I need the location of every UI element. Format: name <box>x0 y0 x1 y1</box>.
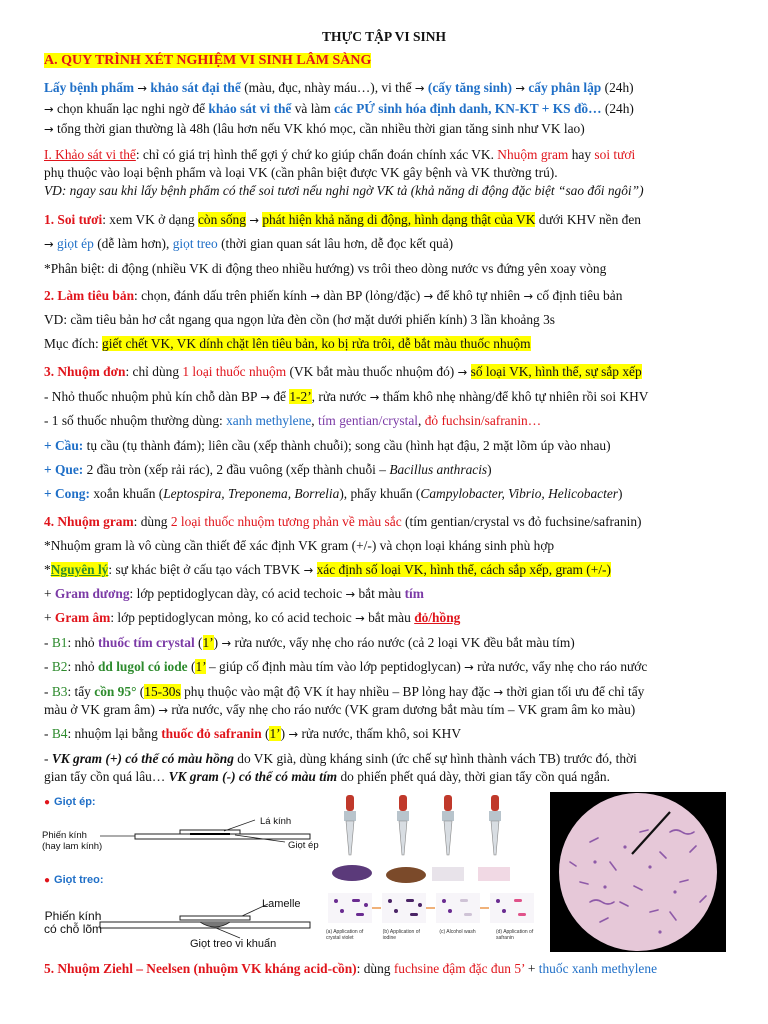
gram-text: rửa nước, vẩy nhẹ cho ráo nước (VK gram dương bắt màu tím – VK gram âm ko màu) <box>171 702 636 717</box>
gram-note-2 <box>44 768 734 785</box>
step-time: 1’ <box>269 726 281 741</box>
cocci-line <box>44 437 734 454</box>
gram-text: do VK già, dùng kháng sinh (ức chế sự hình thành vách TB) trước đó, thời <box>237 751 637 766</box>
gram-text: + <box>44 610 52 625</box>
gram-text: - <box>44 659 52 674</box>
dye-purple: tím gentian/crystal <box>317 413 419 428</box>
step-caption-d: (d) Application of safranin <box>495 929 534 941</box>
dropper-step-d <box>478 795 510 881</box>
micro-heading: I. Khảo sát vi thể <box>44 147 136 162</box>
flow-text: tổng thời gian thường là 48h (lâu hơn nếu VK khó mọc, cần nhiều thời gian tăng sinh như VK lao) <box>57 121 585 136</box>
gram-text: : dùng <box>133 514 168 529</box>
zn-red: fuchsine đậm đặc đun 5’ <box>393 961 525 976</box>
simple-time: 1-2’ <box>289 389 312 404</box>
cocci-text: tụ cầu (tụ thành đám); liên cầu (xếp thành chuỗi); song cầu (hình hạt đậu, 2 mặt lõm úp vào nhau) <box>86 438 611 453</box>
concave-label-1: Phiến kính <box>44 909 102 923</box>
dropper-step-c <box>432 795 464 881</box>
fresh-heading: 1. Soi tươi <box>44 212 103 227</box>
step-caption-c: (c) Alcohol wash <box>439 929 476 935</box>
gram-step-3-cont: màu ở VK gram âm) → rửa nước, vẩy nhẹ cho ráo nước (VK gram dương bắt màu tím – VK gram âm ko màu) <box>44 702 636 717</box>
gram-note-bold: VK gram (-) có thể có màu tím <box>168 769 338 784</box>
step-reagent: dd lugol có iode <box>97 659 188 674</box>
gram-note-bold: VK gram (+) có thể có màu hồng <box>51 751 234 766</box>
simple-line-3 <box>44 412 734 429</box>
step-time: 15-30s <box>144 684 181 699</box>
curved-line <box>44 485 734 502</box>
slide-label-2: (hay lam kính) <box>42 841 103 852</box>
hanging-drop: giọt treo <box>172 236 218 251</box>
fresh-line-2: → giọt ép (dễ làm hơn), giọt treo (thời gian quan sát lâu hơn, dễ đọc kết quả) <box>44 236 454 251</box>
gram-text: * <box>44 562 51 577</box>
gram-text: - <box>44 726 52 741</box>
simple-text: (VK bắt màu thuốc nhuộm đó) <box>289 364 455 379</box>
gram-text: rửa nước, thấm khô, soi KHV <box>301 726 462 741</box>
micro-line-3: VD: ngay sau khi lấy bệnh phẩm có thể soi tươi nếu nghi ngờ VK tả (khả năng di động đặc biệt “sao đổi ngôi”) <box>44 183 644 198</box>
gram-text: bắt màu <box>358 586 402 601</box>
drop-diagram <box>40 792 320 948</box>
dye-blue: xanh methylene <box>226 413 312 428</box>
fresh-text: (thời gian quan sát lâu hơn, dễ đọc kết quả) <box>221 236 454 251</box>
principle-highlight: xác định số loại VK, hình thể, cách sắp xếp, gram (+/-) <box>316 562 611 577</box>
simple-text: , rửa nước <box>311 389 367 404</box>
bacilli-species: Bacillus anthracis <box>389 462 488 477</box>
fresh-text: (dễ làm hơn), <box>97 236 170 251</box>
fresh-drop-label: Giọt ép: <box>54 796 96 808</box>
lamelle <box>180 916 250 920</box>
simple-text: : chỉ dùng <box>125 364 180 379</box>
slide-text: Mục đích: <box>44 336 99 351</box>
micro-line-1 <box>44 146 734 163</box>
bullet-icon: ● <box>44 875 51 886</box>
gram-text: : nhỏ <box>67 635 95 650</box>
gram-text: – giúp cố định màu tím vào lớp peptidoglycan) <box>209 659 461 674</box>
bacteria-panels <box>328 893 534 923</box>
flow-isolate: cấy phân lập <box>528 80 602 95</box>
zn-heading: 5. Nhuộm Ziehl – Neelsen (nhuộm VK kháng acid-cồn) <box>44 961 357 976</box>
simple-text: - Nhỏ thuốc nhuộm phủ kín chỗ dàn BP <box>44 389 257 404</box>
concave-slide-label <box>44 910 102 936</box>
page-title: THỰC TẬP VI SINH <box>322 29 446 44</box>
curved-text: xoắn khuẩn ( <box>93 486 164 501</box>
flow-tests: các PỨ sinh hóa định danh, KN-KT + KS đồ… <box>334 101 602 116</box>
curved-species: Campylobacter, Vibrio, Helicobacter <box>420 486 618 501</box>
gram-negative-label: Gram âm <box>54 610 111 625</box>
cover-slip-label: Lá kính <box>260 816 292 827</box>
gram-step-2: - B2: nhỏ dd lugol có iode (1’ – giúp cố định màu tím vào lớp peptidoglycan) → rửa nước, vẩy nhẹ cho ráo nước <box>44 659 648 674</box>
gram-text: - <box>44 684 52 699</box>
slide-label-1: Phiến kính <box>42 830 87 841</box>
hanging-drop-title <box>44 872 104 889</box>
gram-steps-figure <box>326 793 544 950</box>
gram-note-1 <box>44 750 734 767</box>
gram-red: 2 loại thuốc nhuộm tương phản về màu sắc <box>170 514 402 529</box>
gram-text: ( <box>198 635 203 650</box>
simple-highlight: số loại VK, hình thể, sự sắp xếp <box>470 364 642 379</box>
zn-text: : dùng <box>356 961 391 976</box>
zn-blue: thuốc xanh methylene <box>538 961 658 976</box>
principle-label: Nguyên lý <box>50 562 109 577</box>
gram-heading: 4. Nhuộm gram <box>44 514 134 529</box>
gram-text: màu ở VK gram âm) <box>44 702 155 717</box>
flow-line-3: → tổng thời gian thường là 48h (lâu hơn nếu VK khó mọc, cần nhiều thời gian tăng sinh như VK lao) <box>44 121 585 136</box>
simple-text: , <box>311 413 315 428</box>
simple-text: - 1 số thuốc nhuộm thường dùng: <box>44 413 223 428</box>
gram-text: ) <box>280 726 286 741</box>
slide-text: dàn BP (lỏng/đặc) <box>323 288 421 303</box>
gram-steps-svg <box>326 793 544 950</box>
slide-heading: 2. Làm tiêu bản <box>44 288 135 303</box>
flow-time: (24h) <box>604 80 634 95</box>
cocci-label: + Cầu: <box>44 438 84 453</box>
fresh-text: dưới KHV nền đen <box>538 212 641 227</box>
dye-red: đỏ fuchsin/safranin… <box>424 413 542 428</box>
step-reagent: thuốc đỏ safranin <box>161 726 262 741</box>
flow-line-1: Lấy bệnh phẩm → khảo sát đại thể (màu, đục, nhày máu…), vi thể → (cấy tăng sinh) → cấy phân lập (24h) <box>44 80 634 95</box>
gram-line-2: *Nhuộm gram là vô cùng cần thiết để xác định VK gram (+/-) và chọn loại kháng sinh phù hợp <box>44 538 555 553</box>
microscope-svg <box>550 792 726 952</box>
gram-step-1: - B1: nhỏ thuốc tím crystal (1’) → rửa nước, vẩy nhẹ cho ráo nước (cả 2 loại VK đều bắt màu tím) <box>44 635 575 650</box>
gram-line-1 <box>44 513 734 530</box>
lamelle-label: Lamelle <box>262 898 301 910</box>
bacilli-text: 2 đầu tròn (xếp rải rác), 2 đầu vuông (xếp thành chuỗi – <box>86 462 386 477</box>
gram-text: ) <box>213 635 219 650</box>
gram-text: : tẩy <box>67 684 91 699</box>
simple-red: 1 loại thuốc nhuộm <box>182 364 287 379</box>
gram-text: gian tẩy cồn quá lâu… <box>44 769 166 784</box>
hanging-drop-label: Giọt treo: <box>54 874 104 886</box>
gram-text: - <box>44 635 52 650</box>
gram-text: thời gian tối ưu để chỉ tẩy <box>506 684 645 699</box>
simple-text: để <box>273 389 286 404</box>
gram-red-color: đỏ/hồng <box>414 610 461 625</box>
fresh-text: soi tươi <box>594 147 636 162</box>
slide-text: để khô tự nhiên <box>436 288 521 303</box>
zn-text: + <box>527 961 536 976</box>
flow-micro: khảo sát vi thể <box>208 101 292 116</box>
micro-line-2: phụ thuộc vào loại bệnh phẩm và loại VK (cần phân biệt được VK gây bệnh và VK thường trú). <box>44 165 558 180</box>
micro-text: : chỉ có giá trị hình thể gợi ý chứ ko giúp chẩn đoán chính xác VK. <box>135 147 494 162</box>
gram-principle: *Nguyên lý: sự khác biệt ở cấu tạo vách TBVK → xác định số loại VK, hình thể, cách sắp xếp, gram (+/-) <box>44 562 611 577</box>
step-time: 1’ <box>195 659 206 674</box>
dropper-step-a <box>332 795 372 881</box>
fresh-drop: giọt ép <box>57 236 94 251</box>
simple-line-2: - Nhỏ thuốc nhuộm phủ kín chỗ dàn BP → để 1-2’, rửa nước → thấm khô nhẹ nhàng/để khô tự nhiên rồi soi KHV <box>44 389 649 404</box>
fresh-line-3: *Phân biệt: di động (nhiều VK di động theo nhiều hướng) vs trôi theo dòng nước vs đứng yên xoay vòng <box>44 261 607 276</box>
fresh-highlight: phát hiện khả năng di động, hình dạng thật của VK <box>262 212 536 227</box>
slide-line-1: 2. Làm tiêu bản: chọn, đánh dấu trên phiến kính → dàn BP (lỏng/đặc) → để khô tự nhiên → cố định tiêu bản <box>44 288 623 303</box>
dropper-step-b <box>386 795 426 883</box>
simple-heading: 3. Nhuộm đơn <box>44 364 126 379</box>
gram-text: Nhuộm gram <box>497 147 569 162</box>
gram-text: : lớp peptidoglycan mỏng, ko có acid techoic <box>110 610 352 625</box>
flow-line-2: → chọn khuẩn lạc nghi ngờ để khảo sát vi thể và làm các PỨ sinh hóa định danh, KN-KT + KS đồ… (24h) <box>44 101 634 116</box>
slide-text: : chọn, đánh dấu trên phiến kính <box>134 288 307 303</box>
gram-text: - <box>44 751 52 766</box>
simple-line-1: 3. Nhuộm đơn: chỉ dùng 1 loại thuốc nhuộm (VK bắt màu thuốc nhuộm đó) → số loại VK, hình thể, sự sắp xếp <box>44 364 642 379</box>
pressed-drop <box>190 833 230 835</box>
gram-text: phụ thuộc vào mật độ VK ít hay nhiều – BP lỏng hay đặc <box>184 684 491 699</box>
fresh-text: : xem VK ở dạng <box>102 212 195 227</box>
gram-text: rửa nước, vẩy nhẹ cho ráo nước (cả 2 loại VK đều bắt màu tím) <box>234 635 575 650</box>
gram-step-3: - B3: tẩy cồn 95° (15-30s phụ thuộc vào mật độ VK ít hay nhiều – BP lỏng hay đặc → thời gian tối ưu để chỉ tẩy <box>44 684 645 699</box>
hanging-drop-caption: Giọt treo vi khuẩn <box>190 938 277 950</box>
fresh-highlight: còn sống <box>197 212 246 227</box>
section-a-text: A. QUY TRÌNH XÉT NGHIỆM VI SINH LÂM SÀNG <box>44 53 372 68</box>
curved-text: ) <box>618 486 623 501</box>
slide-highlight: giết chết VK, VK dính chặt lên tiêu bản, ko bị rửa trôi, dễ bắt màu thuốc nhuộm <box>102 336 531 351</box>
gram-text: : lớp peptidoglycan dày, có acid techoic <box>129 586 343 601</box>
gram-text: : nhỏ <box>67 659 95 674</box>
step-reagent: thuốc tím crystal <box>97 635 195 650</box>
gram-text: do phiến phết quá dày, thời gian tẩy cồn quá ngắn. <box>340 769 610 784</box>
step-label: B3 <box>51 684 68 699</box>
curved-text: ), phẩy khuẩn ( <box>339 486 421 501</box>
fresh-line-1: 1. Soi tươi: xem VK ở dạng còn sống → phát hiện khả năng di động, hình dạng thật của VK dưới KHV nền đen <box>44 212 641 227</box>
gram-text: rửa nước, vẩy nhẹ cho ráo nước <box>477 659 648 674</box>
step-label: B2 <box>51 659 68 674</box>
zn-line <box>44 960 734 977</box>
gram-negative-line: + Gram âm: lớp peptidoglycan mỏng, ko có acid techoic → bắt màu đỏ/hồng <box>44 610 461 625</box>
flow-text: chọn khuẩn lạc nghi ngờ để <box>57 101 206 116</box>
gram-positive-line: + Gram dương: lớp peptidoglycan dày, có acid techoic → bắt màu tím <box>44 586 424 601</box>
bacilli-line <box>44 461 734 478</box>
micro-text: hay <box>571 147 592 162</box>
flow-macro: khảo sát đại thể <box>150 80 241 95</box>
bacilli-label: + Que: <box>44 462 84 477</box>
slide-line-3 <box>44 335 734 352</box>
step-reagent: cồn 95° <box>94 684 137 699</box>
gram-purple: tím <box>404 586 424 601</box>
step-label: B1 <box>51 635 68 650</box>
microscope-field <box>559 793 717 951</box>
gram-text: ( <box>265 726 270 741</box>
step-label: B4 <box>51 726 68 741</box>
step-time: 1’ <box>202 635 214 650</box>
simple-text: , <box>418 413 422 428</box>
flow-text: (màu, đục, nhày máu…), vi thể <box>244 80 412 95</box>
flow-time: (24h) <box>604 101 634 116</box>
section-a-heading <box>44 52 734 69</box>
gram-text: bắt màu <box>368 610 411 625</box>
curved-species: Leptospira, Treponema, Borrelia <box>163 486 340 501</box>
gram-text: (tím gentian/crystal vs đỏ fuchsine/safranin) <box>405 514 642 529</box>
gram-text: ( <box>191 659 196 674</box>
bullet-icon: ● <box>44 797 51 808</box>
gram-text: ( <box>139 684 145 699</box>
microscope-image <box>550 792 726 952</box>
slide-line-2: VD: cầm tiêu bản hơ cắt ngang qua ngọn lửa đèn cồn (hơ mặt dưới phiến kính) 3 lần khoảng 3s <box>44 312 556 327</box>
gram-step-4: - B4: nhuộm lại bằng thuốc đỏ safranin (1’) → rửa nước, thấm khô, soi KHV <box>44 726 462 741</box>
bacilli-text: ) <box>487 462 492 477</box>
step-caption-a: (a) Application of crystal violet <box>326 929 364 941</box>
slide-text: cố định tiêu bản <box>536 288 623 303</box>
step-caption-b: (b) Application of iodine <box>382 929 420 941</box>
gram-text: + <box>44 586 52 601</box>
slide-label <box>42 830 102 852</box>
gram-text: : nhuộm lại bằng <box>67 726 158 741</box>
flow-text: và làm <box>294 101 331 116</box>
flow-enrich: (cấy tăng sinh) <box>427 80 512 95</box>
simple-text: thấm khô nhẹ nhàng/để khô tự nhiên rồi soi KHV <box>382 389 649 404</box>
drop-label: Giọt ép <box>288 840 319 851</box>
gram-positive-label: Gram dương <box>54 586 130 601</box>
concave-label-2: có chỗ lõm <box>44 922 103 936</box>
gram-steps-captions <box>326 929 544 941</box>
gram-text: : sự khác biệt ở cấu tạo vách TBVK <box>108 562 301 577</box>
flow-sample: Lấy bệnh phẩm <box>44 80 135 95</box>
curved-label: + Cong: <box>44 486 90 501</box>
